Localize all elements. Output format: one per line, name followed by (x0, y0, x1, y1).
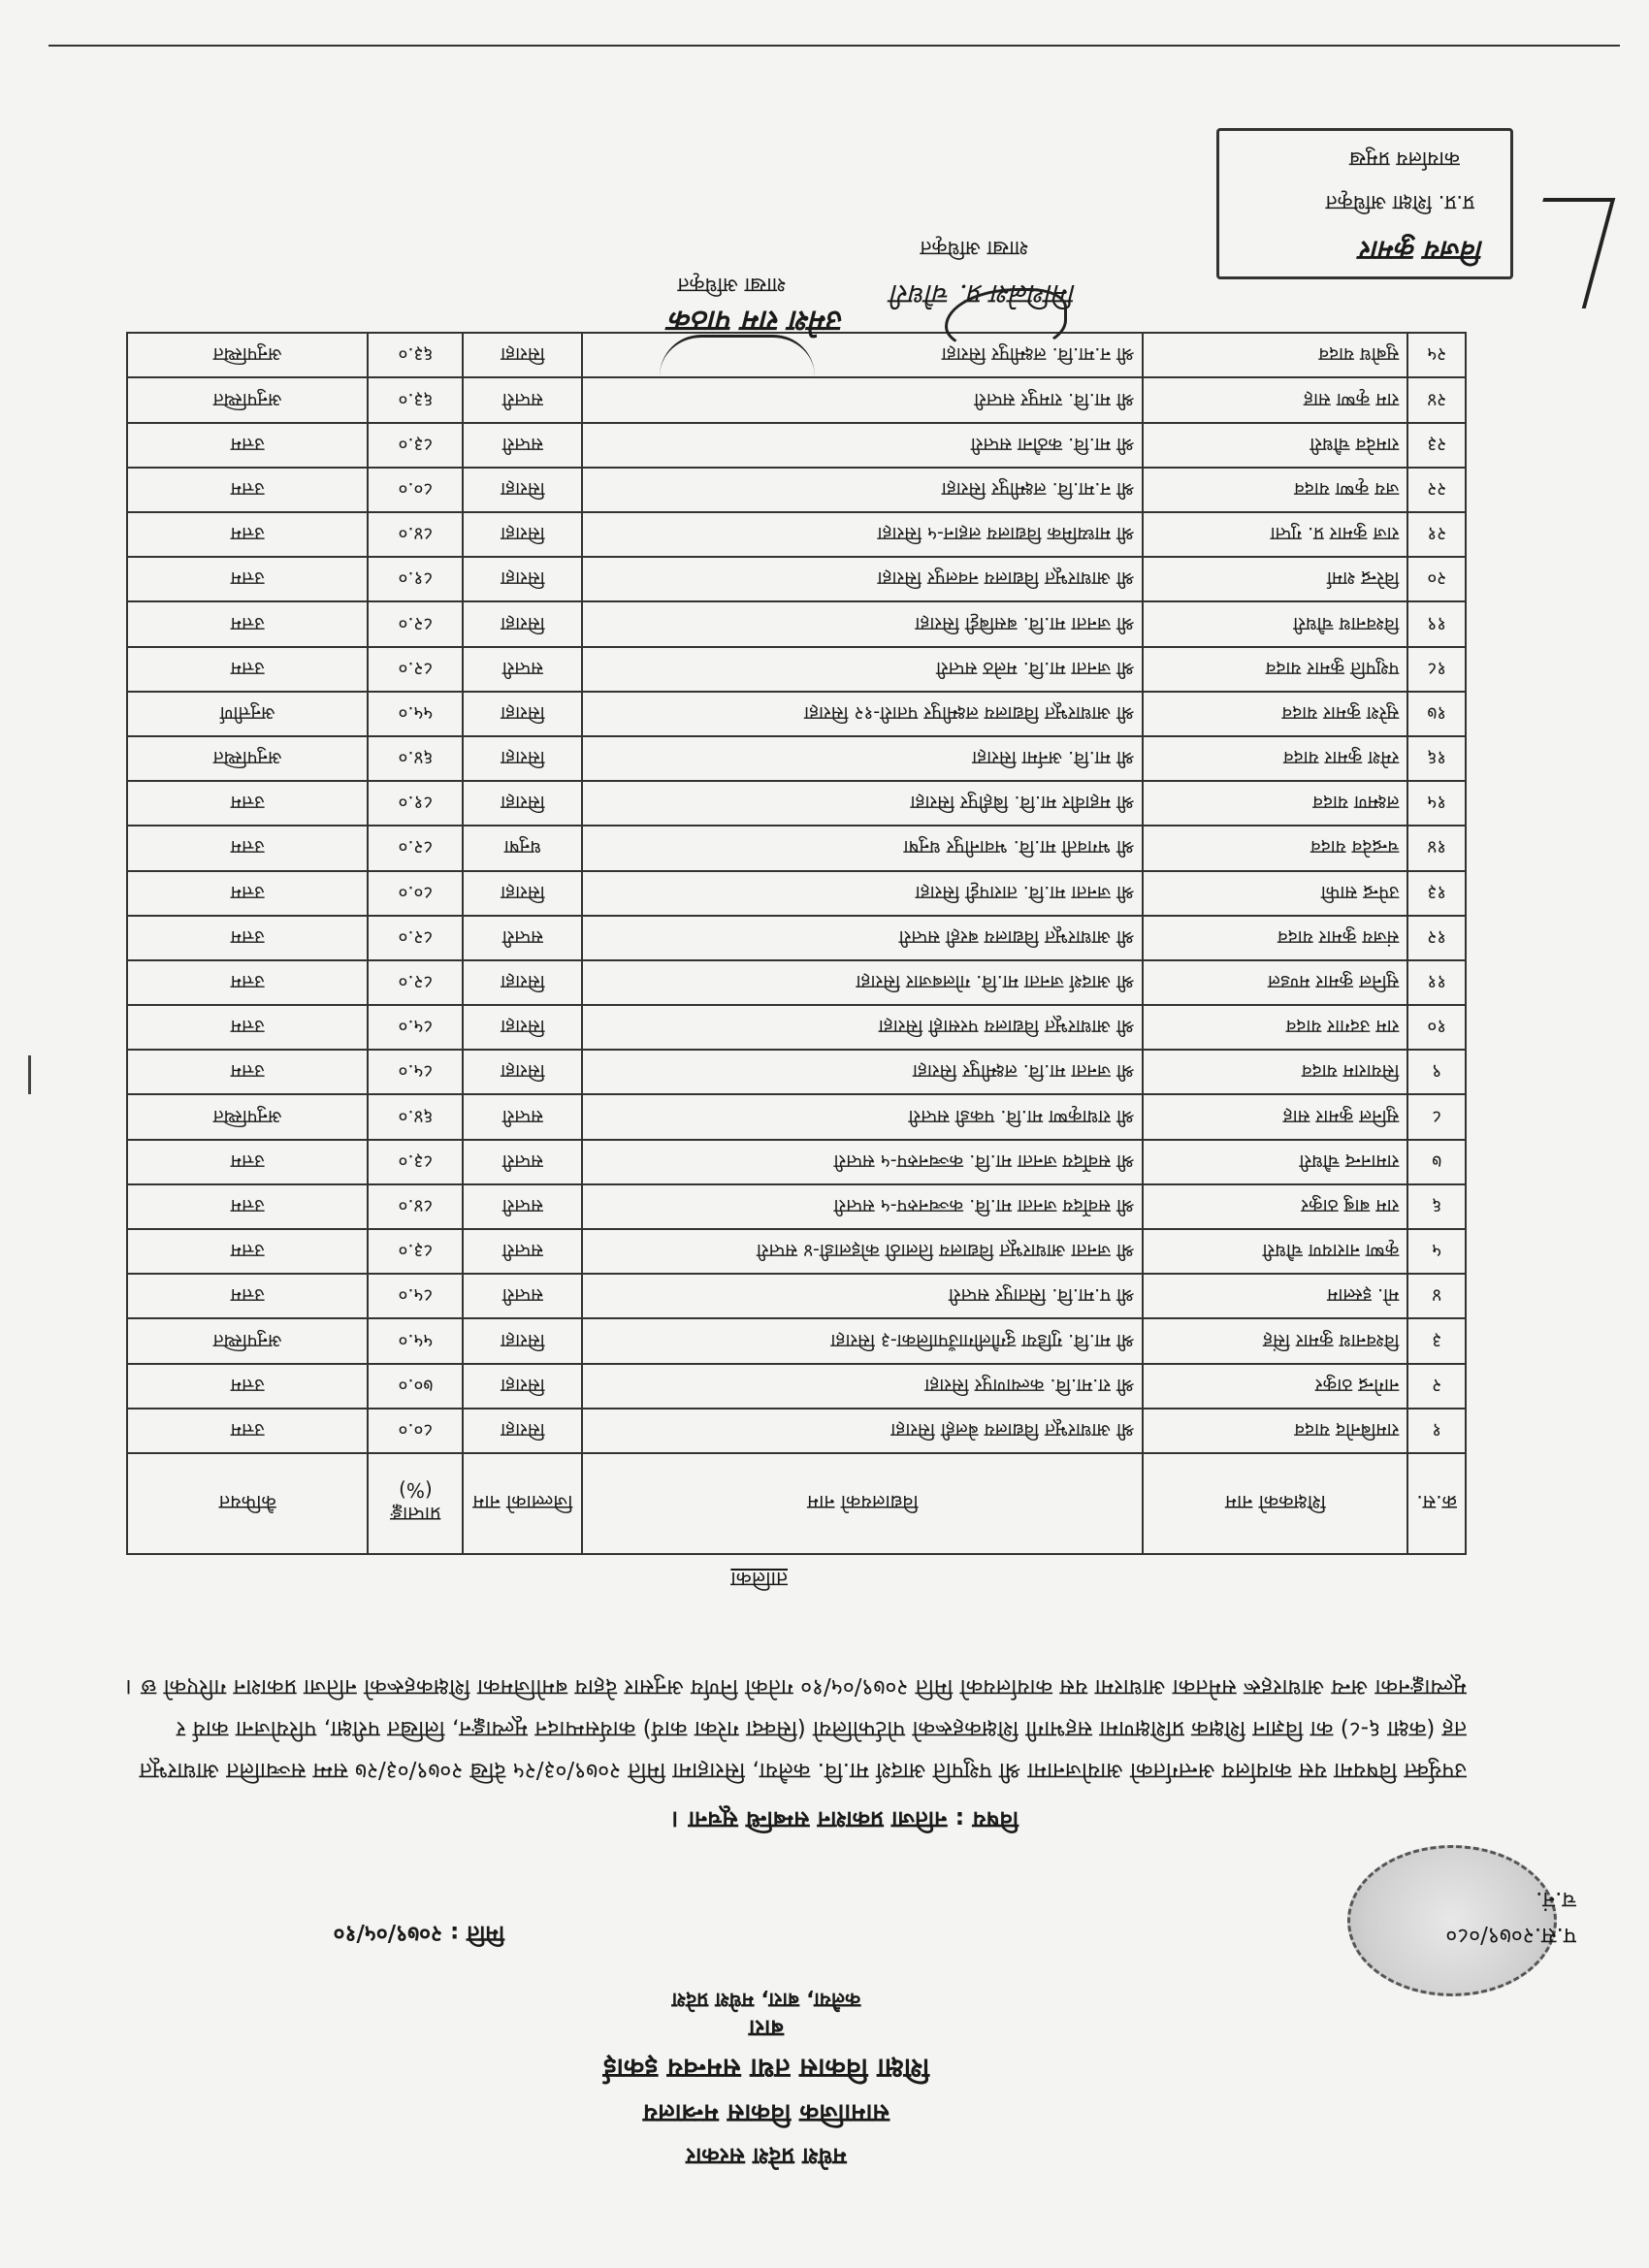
cell-remarks: उत्तम (127, 871, 368, 916)
cell-teacher-name: रामबिनोद यादव (1143, 1409, 1407, 1453)
cell-district: सिराहा (463, 1050, 582, 1094)
cell-score: ८०.० (368, 468, 463, 512)
cell-remarks: उत्तम (127, 960, 368, 1005)
cell-remarks: उत्तम (127, 601, 368, 646)
table-row (127, 871, 1466, 916)
header-line-1: मधेश प्रदेश सरकार (686, 2143, 847, 2170)
scan-mark (20, 1055, 31, 1094)
table-row (127, 1364, 1466, 1409)
cell-school-name: श्री जनता मा.वि. लक्ष्मीपुर सिराहा (582, 1050, 1143, 1094)
cell-remarks: उत्तम (127, 647, 368, 692)
cell-district: सिराहा (463, 781, 582, 826)
table-row (127, 647, 1466, 692)
cell-score: ८५.० (368, 1050, 463, 1094)
signature-3-title: प्र.प्र. शिक्षा अधिकृत (1325, 191, 1474, 214)
cell-teacher-name: रामदेव चौधरी (1143, 423, 1407, 468)
cell-serial: ४ (1407, 1274, 1466, 1318)
cell-remarks: उत्तम (127, 423, 368, 468)
cell-remarks: उत्तम (127, 1050, 368, 1094)
cell-score: ८२.० (368, 960, 463, 1005)
cell-score: ८१.० (368, 781, 463, 826)
cell-district: सप्तरी (463, 1184, 582, 1229)
table-row (127, 557, 1466, 601)
cell-serial: १६ (1407, 736, 1466, 781)
cell-school-name: श्री महावीर मा.वि. बिहीपुर सिराहा (582, 781, 1143, 826)
header-line-2: सामाजिक विकास मन्त्रालय (643, 2098, 889, 2127)
cell-teacher-name: रमेश कुमार यादव (1143, 736, 1407, 781)
result-table (126, 332, 1467, 1555)
cell-school-name: श्री माध्यमिक विद्यालय लहान-५ सिराहा (582, 512, 1143, 557)
cell-school-name: श्री मा.वि. गुडिया दुगौलीगाउँपालिका-३ सिराहा (582, 1318, 1143, 1363)
cell-school-name: श्री आधारभूत विद्यालय लक्ष्मीपुर पतारी-१२ सिराहा (582, 692, 1143, 736)
cell-district: सिराहा (463, 1409, 582, 1453)
cell-teacher-name: नागेन्द्र ठाकुर (1143, 1364, 1407, 1409)
cell-district: सप्तरी (463, 378, 582, 423)
col-header-school-name: विद्यालयको नाम (582, 1453, 1143, 1554)
cell-teacher-name: संजय कुमार यादव (1143, 916, 1407, 960)
signature-1-title: शाखा अधिकृत (677, 274, 786, 297)
cell-remarks: अनुपस्थित (127, 378, 368, 423)
cell-remarks: उत्तम (127, 1184, 368, 1229)
cell-serial: ९ (1407, 1050, 1466, 1094)
table-caption: तालिका (730, 1568, 788, 1591)
cell-remarks: अनुत्तीर्ण (127, 692, 368, 736)
cell-teacher-name: राज कुमार प्र. गुप्ता (1143, 512, 1407, 557)
cell-school-name: श्री प.मा.वि. सितापुर सप्तरी (582, 1274, 1143, 1318)
table-row (127, 1095, 1466, 1140)
cell-serial: २२ (1407, 468, 1466, 512)
cell-district: सप्तरी (463, 1140, 582, 1184)
cell-serial: २० (1407, 557, 1466, 601)
patra-sankhya: प.स.२०७९/०८० (1445, 1923, 1576, 1948)
table-row (127, 1050, 1466, 1094)
cell-score: ६४.० (368, 736, 463, 781)
cell-school-name: श्री आधारभूत विद्यालय नवलपुर सिराहा (582, 557, 1143, 601)
cell-district: सिराहा (463, 468, 582, 512)
cell-serial: १८ (1407, 647, 1466, 692)
cell-teacher-name: विश्वनाथ चौधरी (1143, 601, 1407, 646)
table-row (127, 1274, 1466, 1318)
table-row (127, 512, 1466, 557)
cell-district: सिराहा (463, 1005, 582, 1050)
cell-teacher-name: सुनिल कुमार मण्डल (1143, 960, 1407, 1005)
cell-district: सिराहा (463, 601, 582, 646)
cell-district: धनुषा (463, 826, 582, 870)
cell-score: ८३.० (368, 1140, 463, 1184)
cell-remarks: उत्तम (127, 1274, 368, 1318)
cell-remarks: उत्तम (127, 468, 368, 512)
cell-teacher-name: विश्वनाथ कुमार सिंह (1143, 1318, 1407, 1363)
cell-score: ८५.० (368, 1274, 463, 1318)
cell-district: सिराहा (463, 692, 582, 736)
cell-teacher-name: राम उदगार यादव (1143, 1005, 1407, 1050)
signature-2-title: शाखा अधिकृत (920, 237, 1028, 260)
cell-score: ६३.० (368, 333, 463, 377)
cell-school-name: श्री राधाकृष्ण मा.वि. पकडी सप्तरी (582, 1095, 1143, 1140)
cell-serial: २ (1407, 1364, 1466, 1409)
cell-serial: १९ (1407, 601, 1466, 646)
cell-school-name: श्री जनता मा.वि. तारापट्टी सिराहा (582, 871, 1143, 916)
cell-score: ८५.० (368, 1005, 463, 1050)
table-row (127, 1005, 1466, 1050)
cell-teacher-name: सुबोध यादव (1143, 333, 1407, 377)
cell-school-name: श्री आधारभूत विद्यालय बरही सप्तरी (582, 916, 1143, 960)
cell-score: ८३.० (368, 1229, 463, 1274)
cell-remarks: उत्तम (127, 1005, 368, 1050)
cell-teacher-name: पशुपति कुमार यादव (1143, 647, 1407, 692)
body-paragraph: उपर्युक्त विषयमा यस कार्यालय अन्तर्गतको आयोजनामा श्री पशुपति आदर्श मा.वि. कलैया, सिराहामा मिति २०७९/०३/२५ देखि २०७९/०३/२७ सम्म सञ्चालित आधारभूत तह (कक्षा ६-८) का विज्ञान शिक्षक प्रशिक्षणमा सहभागी शिक्षकहरूको पोर्टफोलियो (सिक्दा गरेका कार्य) कार्यसम्पादन मूल्याङ्कन, लिखित परीक्षा, परियोजना कार्य र मूल्याङ्कनका अन्य आधारहरू समेतका आधारमा यस कार्यालयको मिति २०७९/०५/१० गतेको निर्णय अनुसार देहाय बमोजिमका शिक्षकहरूको नतिजा प्रकाशन गरिएको छ । (125, 1674, 1467, 1783)
cell-school-name: श्री जनता मा.वि. मलेठ सप्तरी (582, 647, 1143, 692)
table-row (127, 378, 1466, 423)
cell-district: सिराहा (463, 333, 582, 377)
signature-3-name: विजय कुमार (1361, 235, 1484, 267)
cell-score: ६३.० (368, 378, 463, 423)
cell-remarks: अनुपस्थित (127, 736, 368, 781)
cell-teacher-name: राम बाबु ठाकुर (1143, 1184, 1407, 1229)
cell-teacher-name: लक्ष्मण यादव (1143, 781, 1407, 826)
header-line-3: शिक्षा विकास तथा समन्वय इकाई (602, 2053, 930, 2085)
cell-serial: १५ (1407, 781, 1466, 826)
cell-score: ८२.० (368, 647, 463, 692)
date: मिति : २०७९/०५/१० (333, 1921, 504, 1946)
cell-district: सप्तरी (463, 1229, 582, 1274)
cell-remarks: अनुपस्थित (127, 1095, 368, 1140)
cell-serial: २५ (1407, 333, 1466, 377)
table-row (127, 960, 1466, 1005)
signature-3-extra: कार्यालय प्रमुख (1349, 147, 1460, 171)
header-line-4: बारा (749, 2015, 784, 2042)
cell-school-name: श्री सर्वोदय जनता मा.वि. कञ्चनरुप-५ सप्तरी (582, 1140, 1143, 1184)
table-row (127, 692, 1466, 736)
cell-teacher-name: सुरेश कुमार यादव (1143, 692, 1407, 736)
cell-teacher-name: सुनिल कुमार साह (1143, 1095, 1407, 1140)
table-header-row (127, 1453, 1466, 1554)
col-header-score: प्राप्ताङ्क (%) (368, 1453, 463, 1554)
cell-district: सिराहा (463, 960, 582, 1005)
cell-teacher-name: उपेन्द्र साफी (1143, 871, 1407, 916)
col-header-remarks: कैफियत (127, 1453, 368, 1554)
cell-district: सिराहा (463, 871, 582, 916)
cell-school-name: श्री जनता मा.वि. बसबिट्टी सिराहा (582, 601, 1143, 646)
table-row (127, 1409, 1466, 1453)
cell-remarks: उत्तम (127, 916, 368, 960)
cell-serial: ६ (1407, 1184, 1466, 1229)
cell-score: ५५.० (368, 692, 463, 736)
cell-score: ८४.० (368, 512, 463, 557)
cell-serial: ३ (1407, 1318, 1466, 1363)
table-row (127, 1229, 1466, 1274)
cell-serial: १७ (1407, 692, 1466, 736)
table-row (127, 826, 1466, 870)
table-row (127, 781, 1466, 826)
cell-teacher-name: राम कृष्ण साह (1143, 378, 1407, 423)
cell-school-name: श्री सर्वोदय जनता मा.वि. कञ्चनरुप-५ सप्तरी (582, 1184, 1143, 1229)
cell-district: सप्तरी (463, 647, 582, 692)
cell-score: ८१.० (368, 557, 463, 601)
cell-district: सप्तरी (463, 423, 582, 468)
cell-district: सिराहा (463, 1318, 582, 1363)
cell-district: सिराहा (463, 736, 582, 781)
cell-teacher-name: जय कृष्ण यादव (1143, 468, 1407, 512)
cell-school-name: श्री आधारभूत विद्यालय बेलही सिराहा (582, 1409, 1143, 1453)
cell-teacher-name: रामानन्द चौधरी (1143, 1140, 1407, 1184)
cell-remarks: उत्तम (127, 1140, 368, 1184)
cell-score: ८२.० (368, 916, 463, 960)
cell-school-name: श्री भगवती मा.वि. भवानीपुर धनुषा (582, 826, 1143, 870)
cell-remarks: उत्तम (127, 781, 368, 826)
cell-serial: १२ (1407, 916, 1466, 960)
cell-teacher-name: सियाराम यादव (1143, 1050, 1407, 1094)
table-row (127, 1318, 1466, 1363)
table-row (127, 736, 1466, 781)
cell-district: सिराहा (463, 557, 582, 601)
cell-teacher-name: कृष्ण नारायण चौधरी (1143, 1229, 1407, 1274)
cell-serial: १० (1407, 1005, 1466, 1050)
table-row (127, 916, 1466, 960)
cell-score: ६४.० (368, 1095, 463, 1140)
cell-district: सप्तरी (463, 1274, 582, 1318)
cell-school-name: श्री जनता आधारभूत विद्यालय तिलाठी कोइलाडी-४ सप्तरी (582, 1229, 1143, 1274)
cell-serial: २१ (1407, 512, 1466, 557)
cell-serial: १४ (1407, 826, 1466, 870)
table-row (127, 601, 1466, 646)
cell-school-name: श्री रा.मा.वि. कल्याणपुर सिराहा (582, 1364, 1143, 1409)
cell-score: ८२.० (368, 601, 463, 646)
cell-teacher-name: विरेन्द्र शर्मा (1143, 557, 1407, 601)
cell-district: सप्तरी (463, 916, 582, 960)
cell-remarks: उत्तम (127, 557, 368, 601)
cell-score: ८३.० (368, 423, 463, 468)
cell-serial: २४ (1407, 378, 1466, 423)
cell-school-name: श्री आदर्श जनता मा.वि. गोलबजार सिराहा (582, 960, 1143, 1005)
cell-score: ७०.० (368, 1364, 463, 1409)
government-emblem-icon (1347, 1845, 1557, 1996)
cell-teacher-name: चन्द्रदेव यादव (1143, 826, 1407, 870)
chalani-number: च.नं. (1536, 1887, 1576, 1912)
cell-serial: २३ (1407, 423, 1466, 468)
cell-school-name: श्री न.मा.वि. लक्ष्मीपुर सिराहा (582, 333, 1143, 377)
cell-remarks: उत्तम (127, 826, 368, 870)
cell-school-name: श्री न.मा.वि. लक्ष्मीपुर सिराहा (582, 468, 1143, 512)
cell-score: ८०.० (368, 871, 463, 916)
signature-1-scribble-icon (660, 335, 815, 376)
cell-serial: ७ (1407, 1140, 1466, 1184)
cell-school-name: श्री मा.वि. अर्नमा सिराहा (582, 736, 1143, 781)
cell-teacher-name: मो. इस्लाम (1143, 1274, 1407, 1318)
cell-remarks: उत्तम (127, 1364, 368, 1409)
cell-school-name: श्री मा.वि. कठौना सप्तरी (582, 423, 1143, 468)
cell-district: सिराहा (463, 1364, 582, 1409)
cell-remarks: उत्तम (127, 512, 368, 557)
cell-serial: १३ (1407, 871, 1466, 916)
table-row (127, 468, 1466, 512)
signature-3-scribble-icon (1514, 198, 1616, 308)
cell-district: सप्तरी (463, 1095, 582, 1140)
table-row (127, 1184, 1466, 1229)
col-header-district: जिल्लाको नाम (463, 1453, 582, 1554)
subject-line: विषय : नतिजा प्रकाशन सम्बन्धि सूचना । (671, 1806, 1018, 1833)
table-row (127, 423, 1466, 468)
cell-serial: ११ (1407, 960, 1466, 1005)
col-header-teacher-name: शिक्षकको नाम (1143, 1453, 1407, 1554)
cell-remarks: उत्तम (127, 1229, 368, 1274)
cell-serial: ८ (1407, 1095, 1466, 1140)
signature-1-name: उमेश राम पाठक (670, 304, 844, 338)
cell-school-name: श्री मा.वि. रामपुर सप्तरी (582, 378, 1143, 423)
cell-remarks: अनुपस्थित (127, 333, 368, 377)
cell-score: ८२.० (368, 826, 463, 870)
top-rule (48, 45, 1620, 47)
table-row (127, 1140, 1466, 1184)
cell-school-name: श्री आधारभूत विद्यालय परसाही सिराहा (582, 1005, 1143, 1050)
signature-2-name: मिथिलेश प्र. चौधरी (891, 278, 1077, 310)
cell-district: सिराहा (463, 512, 582, 557)
cell-remarks: उत्तम (127, 1409, 368, 1453)
header-line-5: कलैया, बारा, मधेश प्रदेश (671, 1989, 861, 2012)
cell-score: ८४.० (368, 1184, 463, 1229)
cell-remarks: अनुपस्थित (127, 1318, 368, 1363)
cell-score: ८०.० (368, 1409, 463, 1453)
cell-serial: ५ (1407, 1229, 1466, 1274)
col-header-serial: क्र.स. (1407, 1453, 1466, 1554)
cell-score: ५५.० (368, 1318, 463, 1363)
cell-serial: १ (1407, 1409, 1466, 1453)
